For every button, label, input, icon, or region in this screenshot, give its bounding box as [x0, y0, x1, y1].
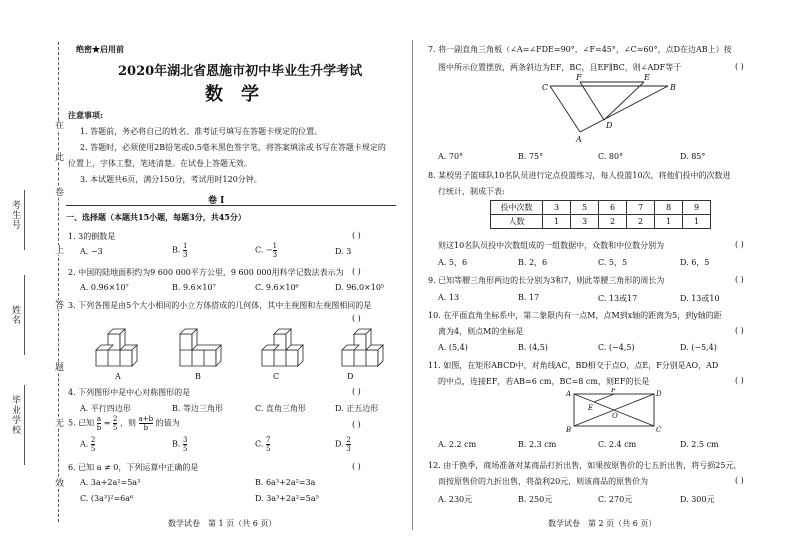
option-c: C. $\frac{7}{5}$	[255, 436, 271, 453]
option-b: B. 2，6	[518, 258, 548, 267]
question-stem: 图中所示位置摆放，两条斜边为EF，BC，且EF∥BC，则∠ADF等于	[438, 63, 682, 72]
answer-paren: ( )	[352, 387, 361, 396]
notice-line: 位置上，字体工整，笔迹清楚。在试卷上答题无效。	[68, 159, 252, 168]
point-c: C	[542, 83, 549, 92]
notice-line: 1. 答题前，务必将自己的姓名、准考证号填写在答题卡规定的位置。	[80, 127, 323, 136]
question-stem: 行统计，制成下表:	[438, 187, 505, 196]
volume-rule	[66, 205, 396, 206]
table-cell: 2	[627, 215, 655, 229]
seal-char: 效	[53, 478, 63, 488]
option-c: C. 80°	[598, 152, 624, 161]
option-b: B. 6a³+2a²=3a	[255, 478, 316, 487]
option-d: D. (−5,4)	[680, 343, 717, 352]
answer-paren: ( )	[352, 462, 361, 471]
question-stem: 9. 已知等腰三角形两边的长分别为3和7，则此等腰三角形的周长为	[428, 276, 665, 285]
point-o: O	[612, 412, 618, 420]
answer-paren: ( )	[735, 326, 744, 335]
exam-no-underline	[24, 190, 25, 250]
option-d: D. 85°	[680, 152, 706, 161]
point-e: E	[588, 404, 594, 412]
page-footer-right: 数学试卷 第 2 页（共 6 页）	[548, 519, 657, 528]
table-cell: 投中次数	[491, 201, 543, 215]
option-a: A. 平行四边形	[80, 404, 131, 413]
question-stem: 10. 在平面直角坐标系中，第二象限内有一点M，点M到x轴的距离为5，到y轴的距	[428, 311, 722, 320]
point-a: A	[566, 390, 572, 398]
seal-dashed-line	[58, 42, 59, 522]
question-stem: 而按原售价的九折出售，将盈利20元，则该商品的原售价为	[438, 477, 649, 486]
option-c: C. 270元	[598, 495, 633, 504]
table-cell: 6	[599, 201, 627, 215]
question-stem: 4. 下列图形中是中心对称图形的是	[68, 388, 191, 397]
option-a: A. (5,4)	[438, 343, 468, 352]
seal-char: 卷	[53, 187, 63, 197]
option-b: B. 250元	[518, 495, 553, 504]
table-cell: 人数	[491, 215, 543, 229]
table-cell: 8	[655, 201, 683, 215]
option-a: A. 230元	[438, 495, 473, 504]
question-stem: 2. 中国的陆地面积约为9 600 000平方公里，9 600 000用科学记数法表示为	[68, 268, 344, 277]
option-d: D. 3	[335, 247, 352, 256]
option-c: C. 13或17	[598, 294, 638, 303]
point-a: A	[576, 135, 582, 144]
section-heading: 一、选择题（本题共15小题，每题3分，共45分）	[66, 212, 246, 222]
question-stem: 11. 如图，在矩形ABCD中，对角线AC，BD相交于点O，点E，F分别是AO，AD	[428, 361, 719, 370]
volume-title: 卷 Ⅰ	[208, 196, 225, 206]
option-c: C. (3a³)²=6a⁶	[80, 494, 134, 503]
table-cell: 3	[571, 215, 599, 229]
school-underline	[24, 385, 25, 465]
question-stem: 3. 下列各图是由5个大小相同的小立方体搭成的几何体，其中主视图和左视图相同的是	[68, 301, 372, 310]
option-a: A. 3a+2a²=5a³	[80, 478, 141, 487]
answer-paren: ( )	[352, 420, 361, 429]
point-b: B	[670, 83, 676, 92]
frequency-table	[490, 200, 711, 229]
option-b: B. $\frac{1}{3}$	[172, 242, 188, 259]
subject-title: 数学	[205, 84, 277, 105]
answer-paren: ( )	[735, 240, 744, 249]
option-b: B. 等边三角形	[172, 404, 223, 413]
option-a: A. 2.2 cm	[438, 440, 477, 449]
question-stem: 5. 已知 $\frac{a}{b}$ = $\frac{2}{5}$ ，则 $\frac{a+b}{b}$ 的值为	[68, 415, 180, 432]
notice-line: 3. 本试题共6页，满分150分，考试用时120分钟。	[80, 175, 262, 184]
triangle-figure	[540, 74, 680, 146]
option-d: D. 13或10	[680, 294, 720, 303]
question-stem: 12. 由于换季，商场准备对某商品打折出售，如果按原售价的七五折出售，将亏损25元，	[428, 461, 742, 470]
notice-line: 2. 答题时，必须使用2B铅笔或0.5毫米黑色签字笔，将答案填涂或书写在答题卡规定的	[80, 143, 386, 152]
cube-figures	[92, 322, 392, 370]
option-b: B. 75°	[518, 152, 544, 161]
question-stem: 1. 3的倒数是	[68, 232, 116, 241]
point-b: B	[566, 426, 572, 434]
notice-title: 注意事项:	[68, 110, 103, 120]
option-a: A. $\frac{2}{5}$	[80, 436, 96, 453]
option-d: D. 300元	[680, 495, 715, 504]
point-f: F	[611, 388, 616, 394]
table-cell: 3	[543, 201, 571, 215]
option-d: D. 96.0×10⁵	[335, 283, 385, 292]
question-stem: 的中点，连接EF，若AB=6 cm，BC=8 cm，则EF的长是	[438, 377, 650, 386]
option-b: B. 2.3 cm	[518, 440, 557, 449]
option-b: B. 17	[518, 293, 540, 302]
option-d: D. 6，5	[680, 258, 710, 267]
question-stem: 则这10名队员投中次数组成的一组数据中，众数和中位数分别为	[438, 241, 665, 250]
option-c: C. 5，5	[598, 258, 628, 267]
point-d: D	[656, 390, 662, 398]
answer-paren: ( )	[352, 314, 361, 323]
table-cell: 2	[599, 215, 627, 229]
figure-label-b: B	[195, 372, 201, 381]
table-cell: 5	[571, 201, 599, 215]
point-e: E	[644, 74, 650, 82]
seal-char: 此	[53, 152, 63, 162]
option-a: A. 0.96×10⁷	[80, 283, 129, 292]
option-a: A. 13	[438, 293, 460, 302]
point-c: C	[656, 426, 662, 434]
seal-char: 题	[53, 362, 63, 372]
answer-paren: ( )	[352, 267, 361, 276]
school-label: 毕业学校	[10, 395, 20, 435]
option-b: B. (4,5)	[518, 343, 548, 352]
figure-label-c: C	[273, 372, 280, 381]
option-a: A. 70°	[438, 152, 464, 161]
seal-char: 在	[53, 120, 63, 130]
name-underline	[24, 275, 25, 355]
table-cell: 1	[683, 215, 711, 229]
point-d: D	[606, 121, 613, 130]
figure-label-a: A	[115, 372, 121, 381]
seal-char: 无	[53, 418, 63, 428]
page-divider	[412, 40, 413, 530]
figure-c	[262, 329, 303, 366]
table-row	[491, 215, 711, 229]
option-d: D. $\frac{2}{3}$	[335, 436, 351, 453]
answer-paren: ( )	[735, 62, 744, 71]
secret-mark: 绝密★启用前	[76, 44, 124, 54]
table-row	[491, 201, 711, 215]
option-d: D. 2.5 cm	[680, 440, 719, 449]
answer-paren: ( )	[735, 275, 744, 284]
exam-no-label: 考生号	[10, 200, 20, 230]
option-b: B. 9.6×10⁷	[172, 283, 216, 292]
option-c: C. 直角三角形	[255, 404, 306, 413]
question-stem: 8. 某校男子篮球队10名队员进行定点投篮练习，每人投篮10次，将他们投中的次数进	[428, 171, 731, 180]
figure-d	[342, 329, 383, 366]
figure-b	[180, 329, 221, 366]
figure-a	[96, 329, 137, 366]
question-stem: 离为4，则点M的坐标是	[438, 327, 524, 336]
seal-char: 答	[53, 300, 63, 310]
option-a: A. −3	[80, 247, 103, 256]
answer-paren: ( )	[735, 476, 744, 485]
option-b: B. $\frac{3}{5}$	[172, 436, 188, 453]
point-f: F	[576, 74, 582, 82]
table-cell: 1	[543, 215, 571, 229]
option-d: D. 正五边形	[335, 404, 379, 413]
name-label: 姓名	[10, 305, 20, 325]
option-c: C. − $\frac{1}{3}$	[255, 242, 278, 259]
option-d: D. 3a³+2a²=5a⁵	[255, 494, 319, 503]
option-c: C. (−4,5)	[598, 343, 635, 352]
option-c: C. 2.4 cm	[598, 440, 637, 449]
seal-char: 上	[53, 245, 63, 255]
page-footer-left: 数学试卷 第 1 页（共 6 页）	[168, 519, 277, 528]
table-cell: 7	[627, 201, 655, 215]
option-c: C. 9.6×10⁶	[255, 283, 299, 292]
figure-label-d: D	[347, 372, 354, 381]
answer-paren: ( )	[735, 376, 744, 385]
option-a: A. 5，6	[438, 258, 468, 267]
table-cell: 9	[683, 201, 711, 215]
table-cell: 1	[655, 215, 683, 229]
answer-paren: ( )	[352, 231, 361, 240]
rectangle-figure	[564, 388, 664, 434]
question-stem: 7. 将一副直角三角板（∠A=∠FDE=90°，∠F=45°，∠C=60°，点D在边AB上）按	[428, 45, 732, 54]
exam-title: 2020年湖北省恩施市初中毕业生升学考试	[118, 64, 363, 79]
question-stem: 6. 已知 a ≠ 0，下列运算中正确的是	[68, 463, 199, 472]
